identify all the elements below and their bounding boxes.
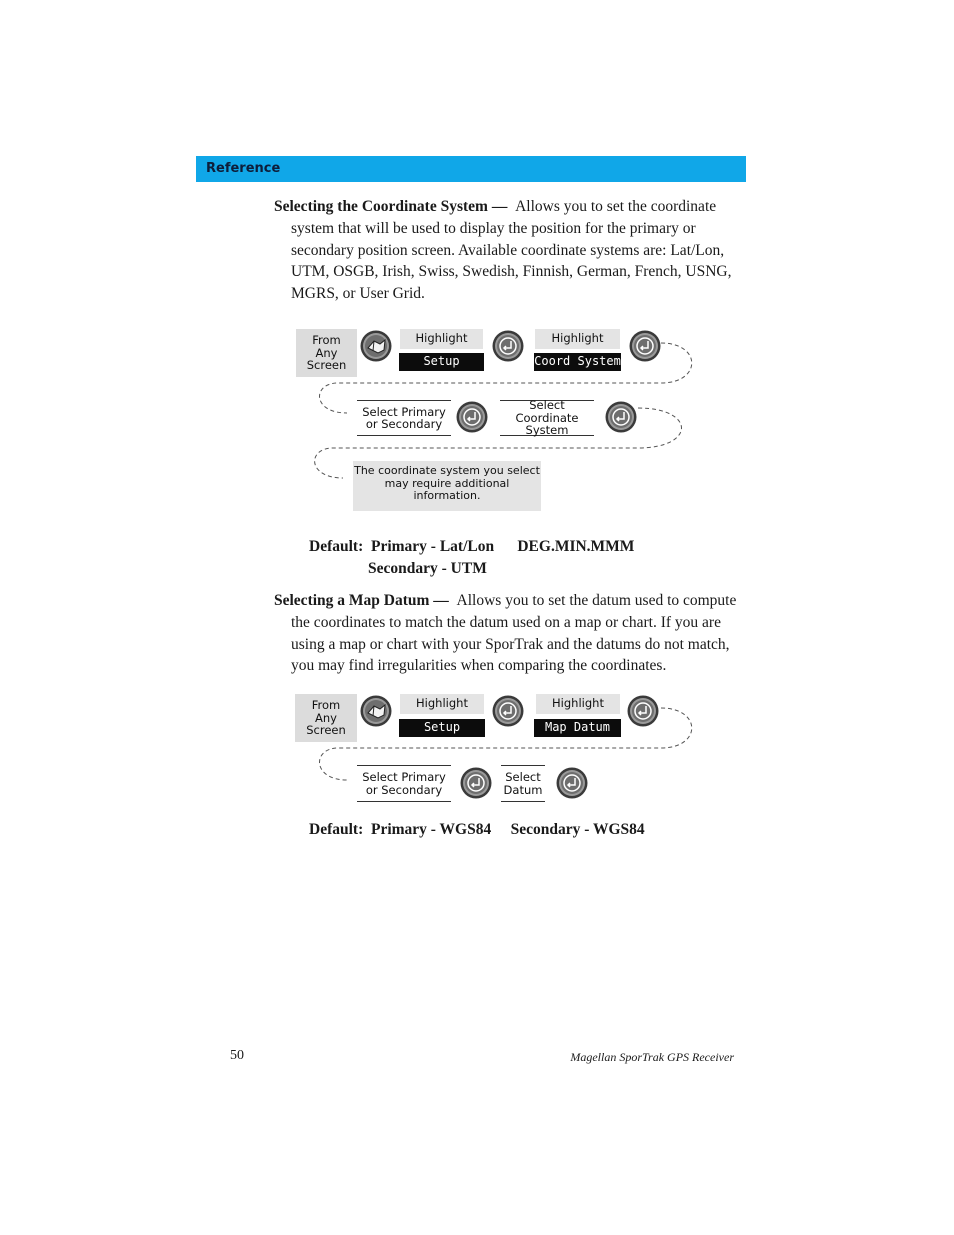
select-primary-secondary-step (357, 400, 451, 436)
highlight-label-2: Highlight (535, 329, 620, 349)
menu-book-icon[interactable] (360, 330, 392, 362)
coord-default-line-1: Default: Primary - Lat/Lon DEG.MIN.MMM (309, 538, 635, 555)
section-title: Reference (206, 161, 281, 176)
enter-arrow-icon[interactable] (460, 767, 492, 799)
coordinate-info-note: The coordinate system you select may require additional information. (353, 461, 541, 511)
coord-system-menu-item[interactable]: Coord System (534, 353, 621, 371)
coord-system-heading: Selecting the Coordinate System — (274, 198, 508, 215)
select-datum-step (501, 765, 545, 802)
enter-arrow-icon[interactable] (492, 695, 524, 727)
step-label: Select Datum (503, 770, 543, 797)
from-any-screen-label: From Any Screen (306, 333, 347, 373)
coord-system-body: Allows you to set the coordinate system that will be used to display the position for the primary or secondary position screen. Available coordinate systems are: Lat/Lon, UTM, OSGB, Irish, Swiss, Swedish, Finnish, German, French, USNG, MGRS, or User Grid. (291, 198, 732, 303)
enter-arrow-icon[interactable] (492, 330, 524, 362)
footer-title: Magellan SporTrak GPS Receiver (570, 1050, 734, 1064)
menu-book-icon[interactable] (360, 695, 392, 727)
select-coordinate-system-step (500, 400, 594, 436)
map-datum-heading: Selecting a Map Datum — (274, 592, 449, 609)
enter-arrow-icon[interactable] (456, 401, 488, 433)
coord-default-line-2: Secondary - UTM (368, 560, 487, 577)
highlight-label-2: Highlight (536, 694, 620, 714)
step-label: Select Coordinate System (515, 398, 579, 438)
enter-arrow-icon[interactable] (556, 767, 588, 799)
map-datum-menu-item[interactable]: Map Datum (534, 719, 621, 737)
enter-arrow-icon[interactable] (629, 330, 661, 362)
step-label: Select Primary or Secondary (362, 770, 446, 797)
setup-menu-item[interactable]: Setup (399, 353, 484, 371)
highlight-label-1: Highlight (400, 694, 484, 714)
highlight-label-1: Highlight (400, 329, 483, 349)
select-primary-secondary-step (357, 765, 451, 802)
enter-arrow-icon[interactable] (627, 695, 659, 727)
map-datum-body: Allows you to set the datum used to compute the coordinates to match the datum used on a map or chart. If you are using a map or chart with your SporTrak and the datums do not match, you may find irregularities when comparing the coordinates. (291, 592, 737, 675)
step-label: Select Primary or Secondary (362, 404, 446, 431)
from-any-screen-box (295, 694, 357, 742)
from-any-screen-label: From Any Screen (306, 698, 346, 738)
map-datum-paragraph (274, 590, 747, 677)
setup-menu-item[interactable]: Setup (399, 719, 485, 737)
datum-default-line: Default: Primary - WGS84 Secondary - WGS84 (309, 821, 645, 838)
page-number: 50 (230, 1048, 244, 1063)
from-any-screen-box (296, 329, 357, 377)
enter-arrow-icon[interactable] (605, 401, 637, 433)
